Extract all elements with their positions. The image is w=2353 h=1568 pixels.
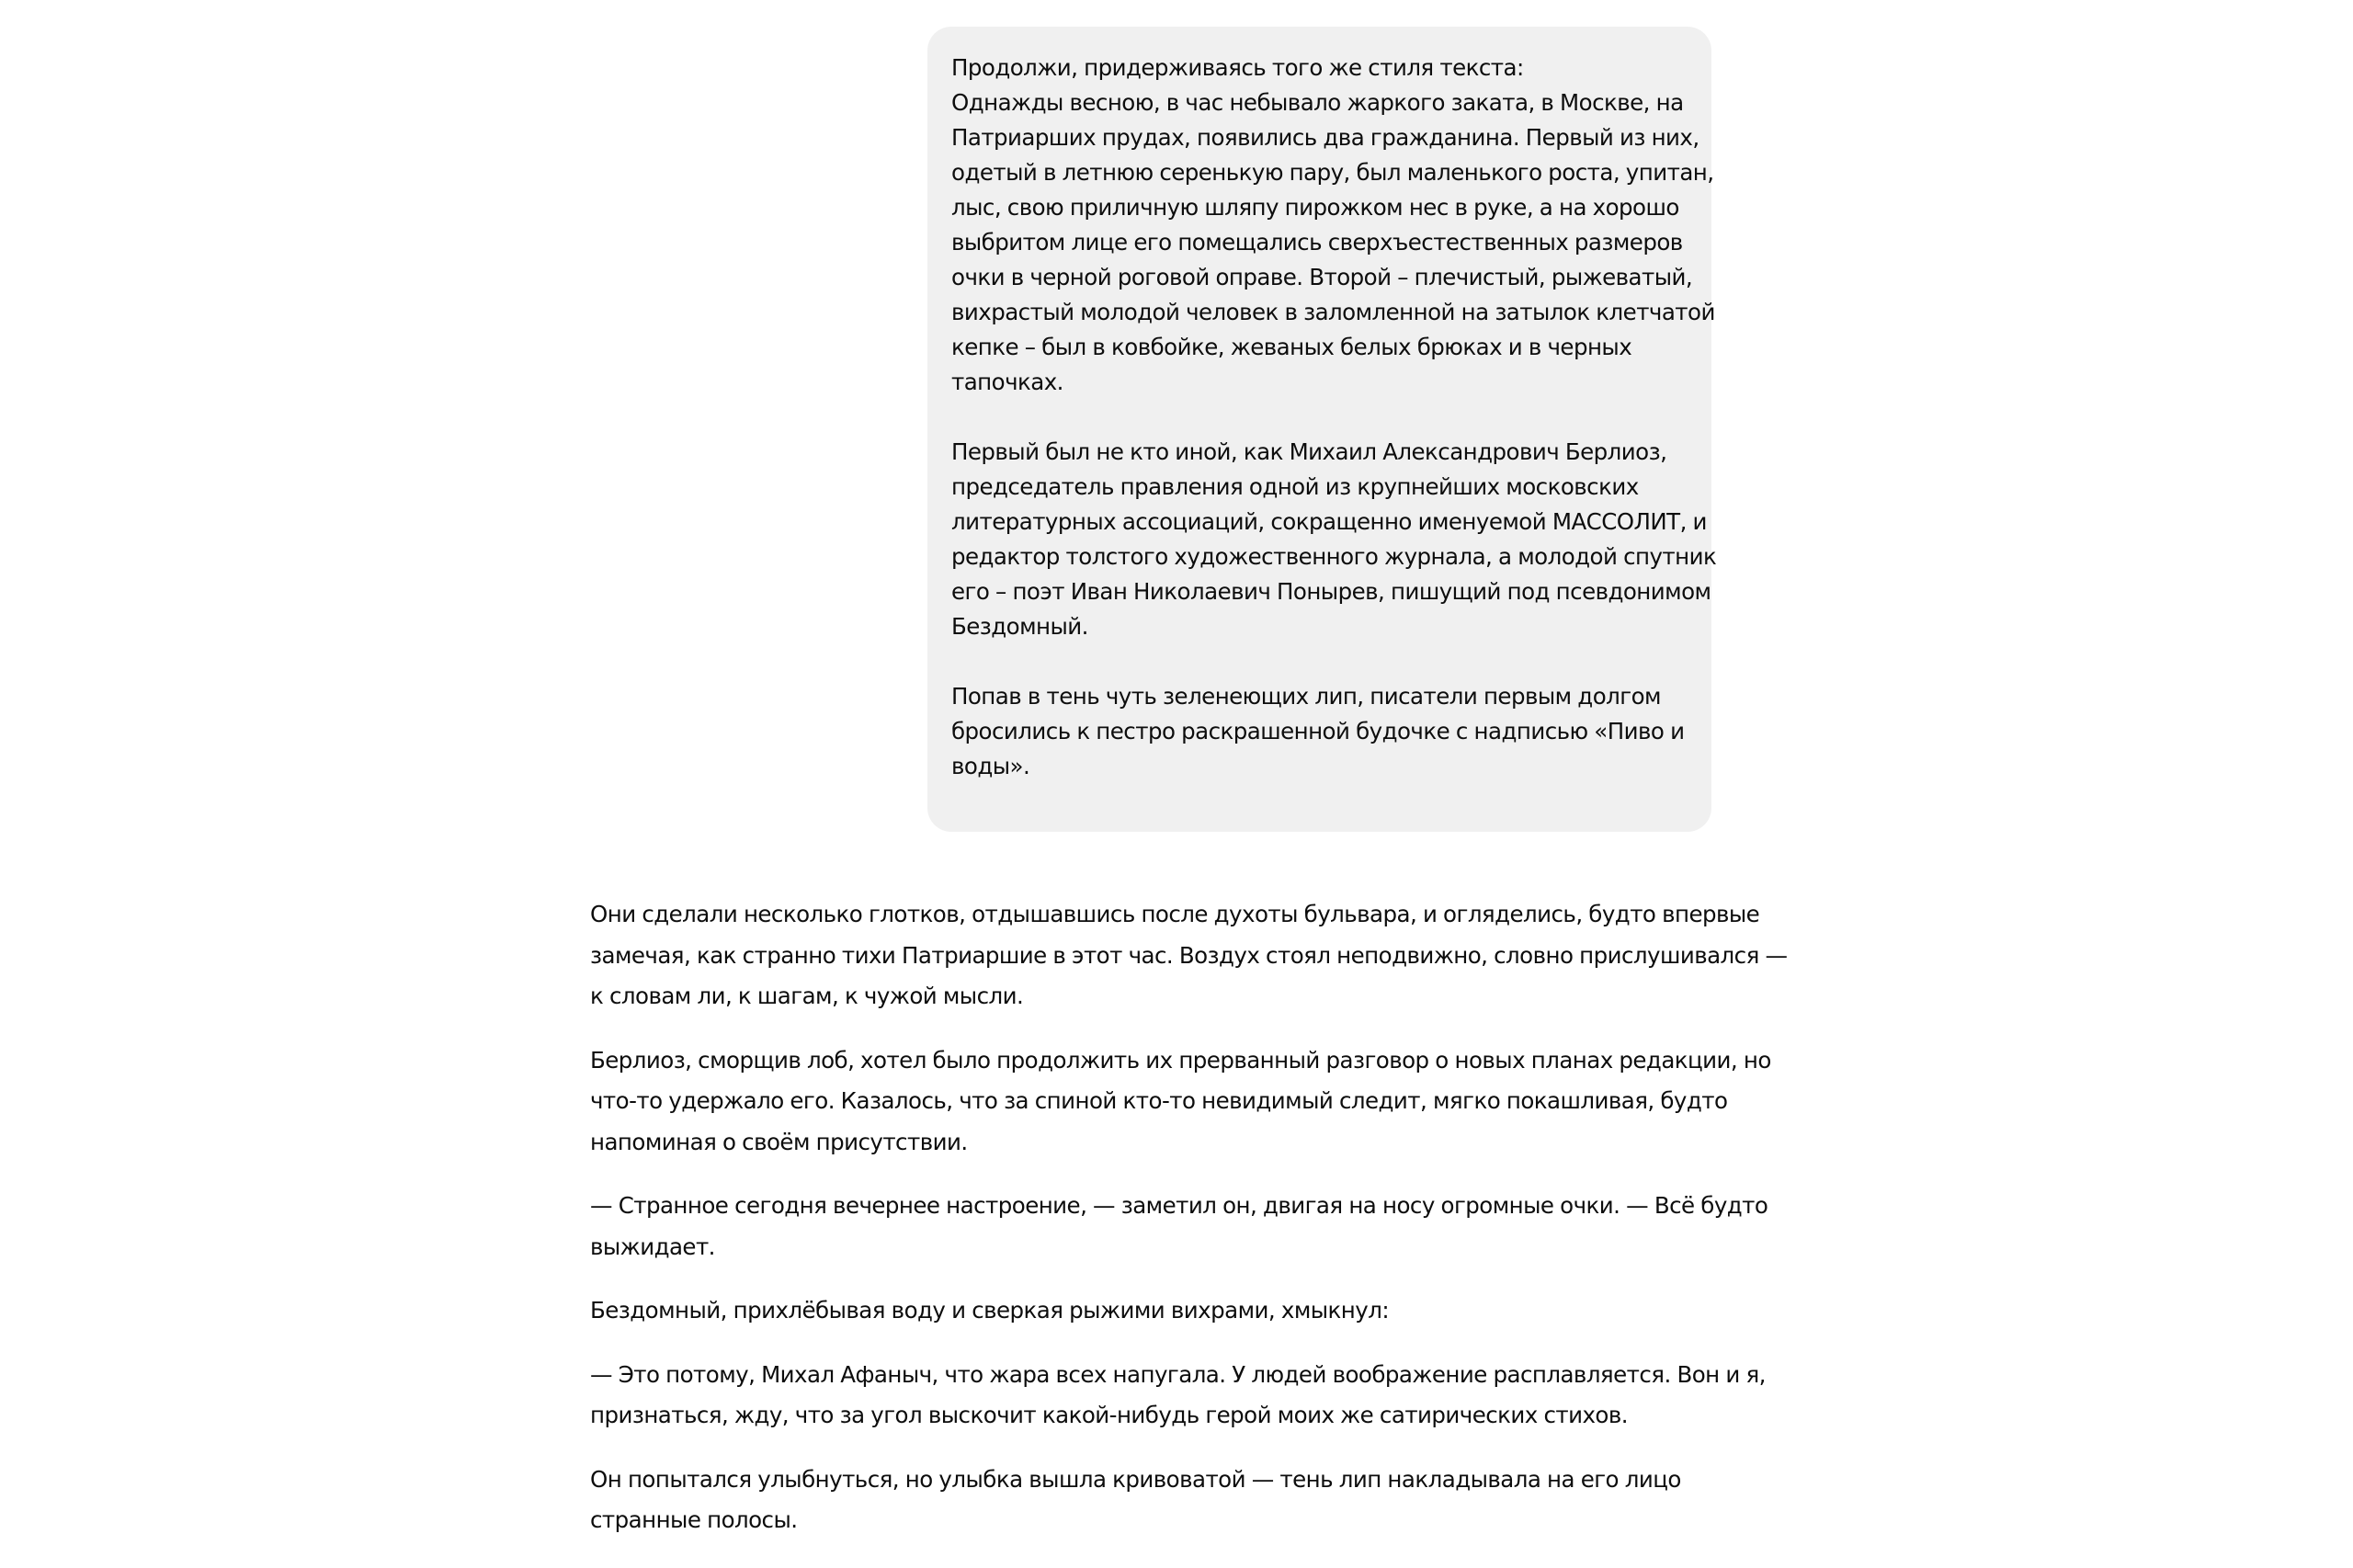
user-message-line: кепке – был в ковбойке, жеваных белых брюках и в черных [951,334,1632,360]
user-message-line: Продолжи, придерживаясь того же стиля текста: [951,54,1524,81]
user-message-line: литературных ассоциаций, сокращенно именуемой МАССОЛИТ, и [951,508,1707,535]
user-message-paragraph [951,679,1688,784]
assistant-line: Он попытался улыбнуться, но улыбка вышла кривоватой — тень лип накладывала на его лицо [590,1465,1681,1493]
assistant-line: Берлиоз, сморщив лоб, хотел было продолжить их прерванный разговор о новых планах редакции, но [590,1046,1771,1074]
assistant-line: признаться, жду, что за угол выскочит какой-нибудь герой моих же сатирических стихов. [590,1402,1628,1428]
user-message-line: председатель правления одной из крупнейших московских [951,473,1639,500]
user-message-line: тапочках. [951,369,1063,395]
user-message-line: редактор толстого художественного журнала, а молодой спутник [951,543,1717,570]
user-message-line: Однажды весною, в час небывало жаркого заката, в Москве, на [951,89,1684,116]
assistant-paragraph [590,1040,1771,1164]
user-message-line: Попав в тень чуть зеленеющих лип, писатели первым долгом [951,683,1661,710]
user-message-line: воды». [951,753,1030,779]
assistant-paragraph [590,1290,1711,1332]
assistant-paragraph [590,894,1788,1017]
user-message-line: выбритом лице его помещались сверхъестественных размеров [951,229,1683,256]
assistant-line: что-то удержало его. Казалось, что за спиной кто-то невидимый следит, мягко покашливая, будто [590,1087,1728,1114]
assistant-line: Они сделали несколько глотков, отдышавшись после духоты бульвара, и огляделись, будто впервые [590,901,1760,927]
assistant-line: странные полосы. [590,1506,798,1533]
user-message-line: Патриарших прудах, появились два гражданина. Первый из них, [951,124,1699,151]
assistant-line: — Странное сегодня вечернее настроение, — заметил он, двигая на носу огромные очки. — Всё будто [590,1192,1768,1219]
user-message-line: Бездомный. [951,613,1088,640]
assistant-paragraph [590,1186,1768,1267]
user-message-line: бросились к пестро раскрашенной будочке с надписью «Пиво и [951,718,1685,744]
user-message-line: очки в черной роговой оправе. Второй – плечистый, рыжеватый, [951,264,1693,290]
assistant-line: замечая, как странно тихи Патриаршие в этот час. Воздух стоял неподвижно, словно прислушивался — [590,941,1788,969]
assistant-paragraph [590,1460,1711,1541]
user-message-paragraph [951,51,1715,400]
user-message-bubble [927,27,1717,832]
assistant-line: напоминая о своём присутствии. [590,1128,968,1155]
conversation-thread [590,0,1788,1568]
user-message-line: лыс, свою приличную шляпу пирожком нес в руке, а на хорошо [951,194,1679,221]
assistant-line: выжидает. [590,1233,715,1260]
assistant-message [590,894,1788,1564]
user-message-line: одетый в летнюю серенькую пару, был маленького роста, упитан, [951,159,1714,186]
assistant-line: Бездомный, прихлёбывая воду и сверкая рыжими вихрами, хмыкнул: [590,1297,1390,1324]
assistant-line: — Это потому, Михал Афаныч, что жара всех напугала. У людей воображение расплавляется. Вон и я, [590,1360,1766,1388]
user-message-line: вихрастый молодой человек в заломленной на затылок клетчатой [951,299,1715,325]
assistant-paragraph [590,1355,1766,1437]
assistant-line: к словам ли, к шагам, к чужой мысли. [590,983,1024,1009]
user-message-paragraph [951,435,1717,644]
user-message-line: Первый был не кто иной, как Михаил Александрович Берлиоз, [951,438,1667,465]
user-message-line: его – поэт Иван Николаевич Понырев, пишущий под псевдонимом [951,578,1711,605]
